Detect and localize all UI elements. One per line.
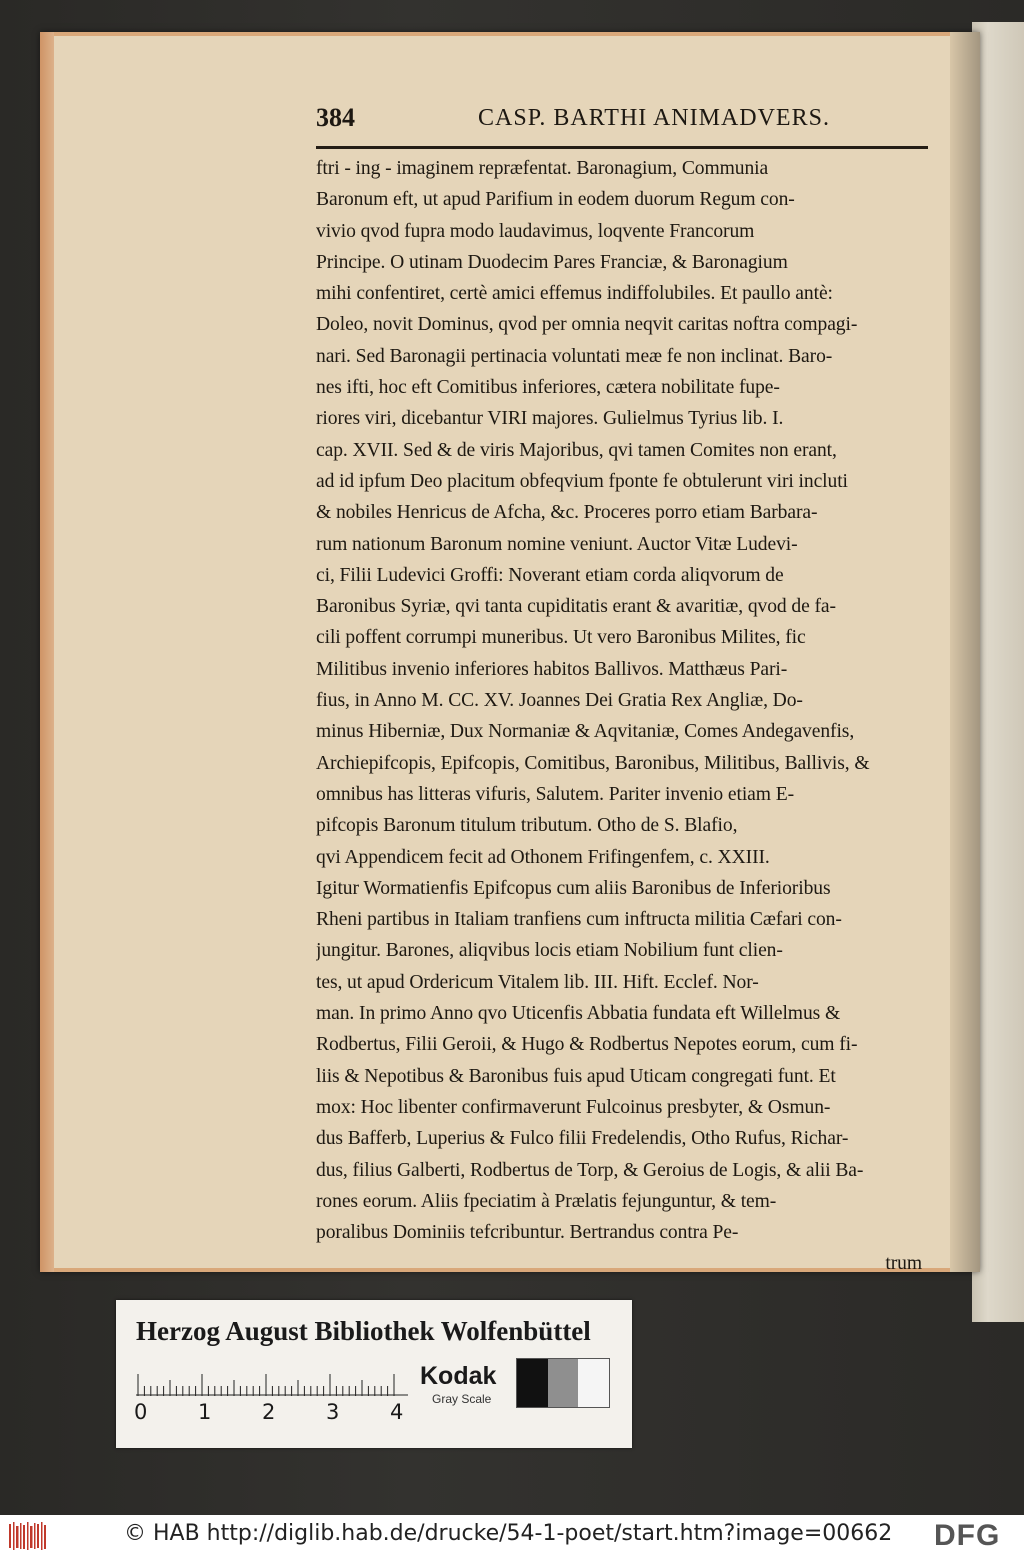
color-calibration-card <box>116 1300 632 1448</box>
text-line: cap. XVII. Sed & de viris Majoribus, qvi tamen Comites non erant, <box>316 439 837 461</box>
gray-patch-white <box>578 1359 609 1407</box>
gray-patch-mid <box>548 1359 579 1407</box>
kodak-logo: Kodak <box>420 1362 497 1390</box>
ruler-number: 3 <box>326 1400 340 1424</box>
text-line: mihi confentiret, certè amici effemus indiffolubiles. Et paullo antè: <box>316 283 833 305</box>
text-line: poralibus Dominiis tefcribuntur. Bertrandus contra Pe- <box>316 1222 739 1244</box>
gray-scale-patches <box>516 1358 610 1408</box>
gray-patch-black <box>517 1359 548 1407</box>
text-line: Doleo, novit Dominus, qvod per omnia neqvit caritas noftra compagi- <box>316 314 858 336</box>
page-left-edge <box>40 32 54 1272</box>
text-line: Archiepifcopis, Epifcopis, Comitibus, Baronibus, Militibus, Ballivis, & <box>316 752 870 774</box>
text-line: riores viri, dicebantur VIRI majores. Gulielmus Tyrius lib. I. <box>316 408 784 430</box>
text-line: jungitur. Barones, aliqvibus locis etiam Nobilium funt clien- <box>316 940 783 962</box>
page-right-shadow <box>950 32 980 1272</box>
ruler-number: 4 <box>390 1400 404 1424</box>
source-url[interactable]: © HAB http://diglib.hab.de/drucke/54-1-poet/start.htm?image=00662 <box>124 1521 893 1546</box>
text-line: ftri - ing - imaginem repræfentat. Baronagium, Communia <box>316 158 769 179</box>
text-line: mox: Hoc libenter confirmaverunt Fulcoinus presbyter, & Osmun- <box>316 1096 831 1118</box>
text-line: & nobiles Henricus de Afcha, &c. Proceres porro etiam Barbara- <box>316 502 818 524</box>
text-line: dus Bafferb, Luperius & Fulco filii Fredelendis, Otho Rufus, Richar- <box>316 1128 849 1150</box>
text-line: Baronum eft, ut apud Parifium in eodem duorum Regum con- <box>316 189 795 211</box>
page-header <box>316 103 928 143</box>
text-line: man. In primo Anno qvo Uticenfis Abbatia fundata eft Willelmus & <box>316 1003 841 1025</box>
text-line: vivio qvod fupra modo laudavimus, loqvente Francorum <box>316 220 755 242</box>
text-line: pifcopis Baronum titulum tributum. Otho de S. Blafio, <box>316 815 738 837</box>
text-line: qvi Appendicem fecit ad Othonem Frifingenfem, c. XXIII. <box>316 846 770 868</box>
library-name: Herzog August Bibliothek Wolfenbüttel <box>136 1316 591 1346</box>
text-line: Militibus invenio inferiores habitos Ballivos. Matthæus Pari- <box>316 658 788 680</box>
text-line: Rheni partibus in Italiam tranfiens cum inftructa militia Cæfari con- <box>316 909 842 931</box>
page-number: 384 <box>316 103 355 132</box>
header-rule <box>316 146 928 149</box>
text-line: nes ifti, hoc eft Comitibus inferiores, cætera nobilitate fupe- <box>316 377 780 399</box>
hab-barcode-logo-icon <box>8 1520 48 1552</box>
text-line: ci, Filii Ludevici Groffi: Noverant etiam corda aliqvorum de <box>316 564 784 586</box>
text-line: minus Hiberniæ, Dux Normaniæ & Aqvitaniæ, Comes Andegavenfis, <box>316 721 855 743</box>
text-line: omnibus has litteras vifuris, Salutem. Pariter invenio etiam E- <box>316 783 795 805</box>
text-line: Rodbertus, Filii Geroii, & Hugo & Rodbertus Nepotes eorum, cum fi- <box>316 1034 858 1056</box>
text-line: trum <box>885 1253 922 1275</box>
ruler-number: 0 <box>134 1400 148 1424</box>
text-line: tes, ut apud Ordericum Vitalem lib. III. Hift. Ecclef. Nor- <box>316 971 759 993</box>
page-body-text <box>316 153 928 1280</box>
gray-scale-label: Gray Scale <box>432 1392 492 1406</box>
ruler-number: 1 <box>198 1400 212 1424</box>
text-line: rones eorum. Aliis fpeciatim à Prælatis fejunguntur, & tem- <box>316 1190 777 1212</box>
text-line: Igitur Wormatienfis Epifcopus cum aliis Baronibus de Inferioribus <box>316 877 831 899</box>
ruler-number: 2 <box>262 1400 276 1424</box>
text-line: liis & Nepotibus & Baronibus fuis apud Uticam congregati funt. Et <box>316 1065 836 1087</box>
text-line: nari. Sed Baronagii pertinacia voluntati meæ fe non inclinat. Baro- <box>316 345 833 367</box>
text-line: ad id ipfum Deo placitum obfeqvium fponte fe obtulerunt viri incluti <box>316 470 848 492</box>
viewer-footer <box>0 1515 1024 1557</box>
measurement-ruler <box>136 1374 408 1396</box>
text-line: fius, in Anno M. CC. XV. Joannes Dei Gratia Rex Angliæ, Do- <box>316 690 803 712</box>
text-line: dus, filius Galberti, Rodbertus de Torp, & Geroius de Logis, & alii Ba- <box>316 1159 864 1181</box>
text-line: rum nationum Baronum nomine veniunt. Auctor Vitæ Ludevi- <box>316 533 798 555</box>
running-title: CASP. BARTHI ANIMADVERS. <box>478 105 830 131</box>
text-line: cili poffent corrumpi muneribus. Ut vero Baronibus Milites, fic <box>316 627 806 649</box>
text-line: Principe. O utinam Duodecim Pares Franciæ, & Baronagium <box>316 251 788 273</box>
text-line: Baronibus Syriæ, qvi tanta cupiditatis erant & avaritiæ, qvod de fa- <box>316 596 836 618</box>
dfg-logo: DFG <box>934 1519 1001 1552</box>
